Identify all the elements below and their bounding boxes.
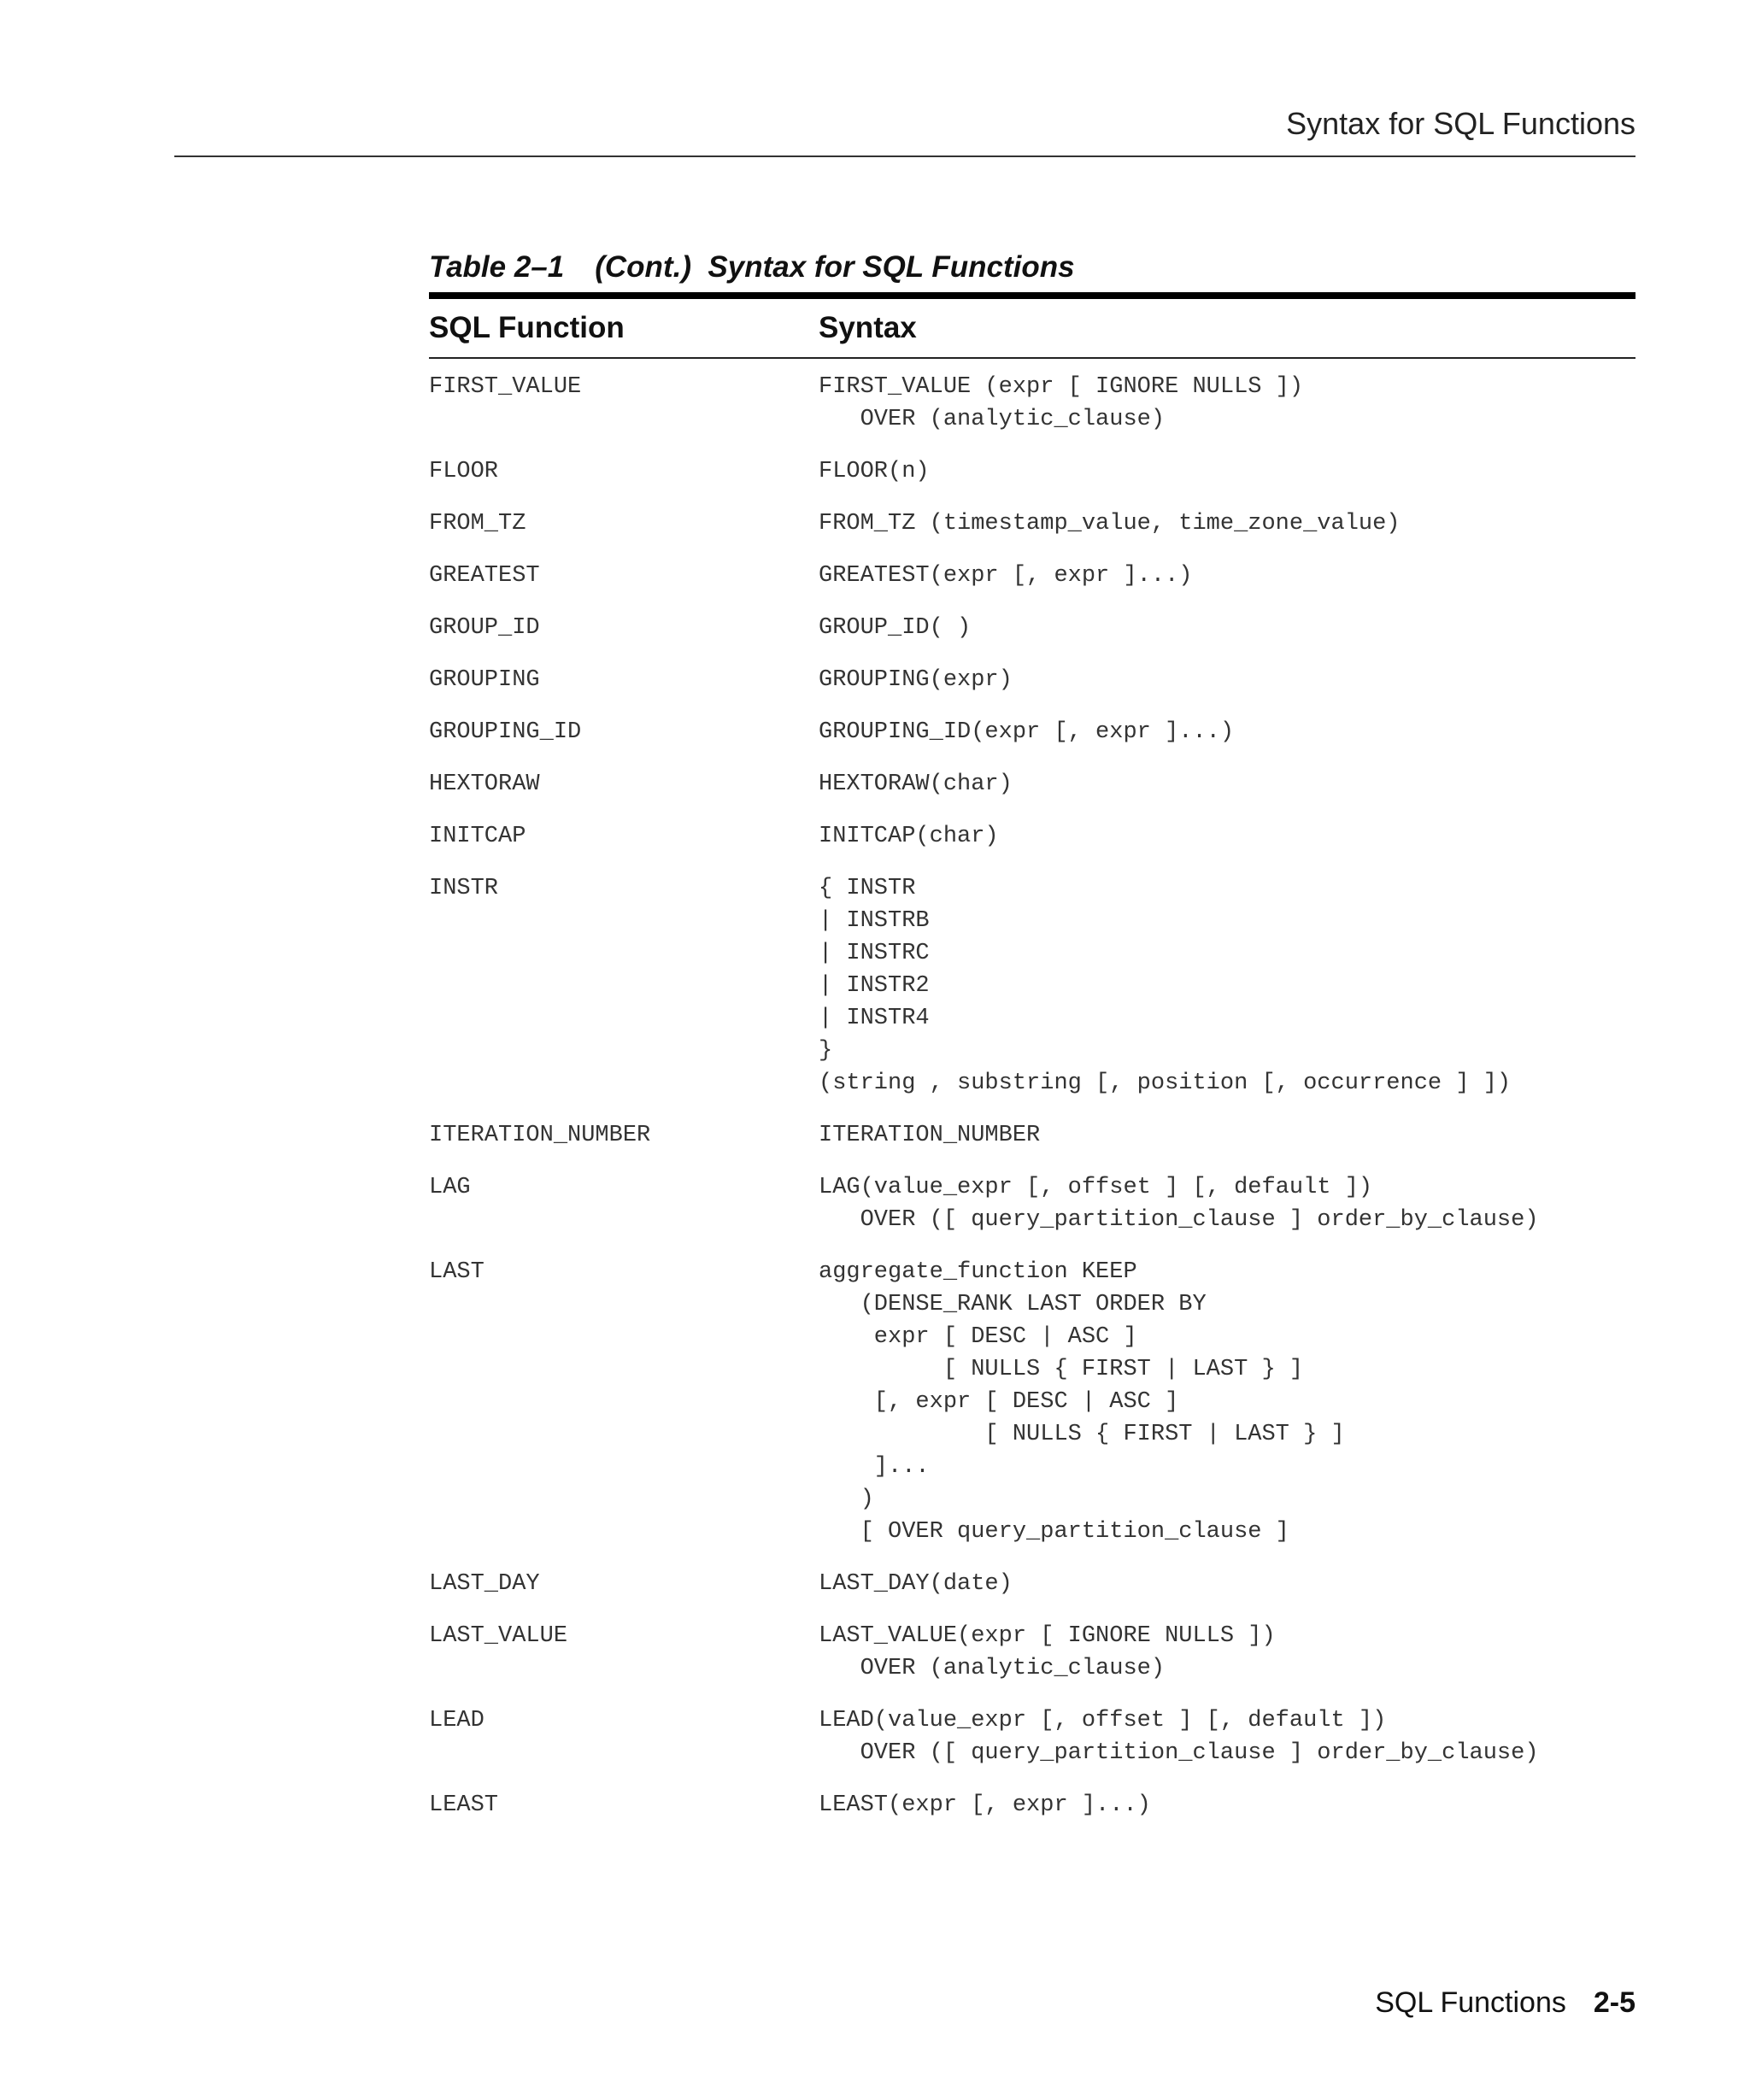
syntax-line: | INSTRB [819,908,930,934]
syntax-line: [ NULLS { FIRST | LAST } ] [819,1422,1345,1447]
syntax-cell [819,1256,1635,1548]
syntax-line: FROM_TZ (timestamp_value, time_zone_value) [819,511,1401,537]
function-name-cell: HEXTORAW [429,771,540,797]
syntax-line: [ OVER query_partition_clause ] [819,1519,1289,1545]
syntax-cell [819,1568,1635,1600]
syntax-cell [819,371,1635,436]
function-name-cell: GROUPING [429,667,540,693]
table-top-rule [429,292,1635,299]
syntax-line: FLOOR(n) [819,459,930,484]
function-name-cell: LAST_VALUE [429,1623,568,1649]
function-name-cell: FLOOR [429,459,499,484]
function-name-cell: GROUPING_ID [429,719,582,745]
syntax-line: HEXTORAW(char) [819,771,1013,797]
function-name-cell: LEAST [429,1792,499,1818]
table-row [429,1620,1635,1704]
syntax-cell [819,560,1635,592]
function-name-cell: INSTR [429,876,499,901]
footer-page-number: 2-5 [1593,1986,1635,2019]
table-row [429,1704,1635,1789]
syntax-line: OVER ([ query_partition_clause ] order_by_clause) [819,1740,1539,1766]
syntax-cell [819,664,1635,696]
syntax-line: expr [ DESC | ASC ] [819,1324,1137,1350]
table-row [429,872,1635,1119]
function-name-cell: LAST_DAY [429,1571,540,1597]
function-name-cell: INITCAP [429,824,526,849]
syntax-line: ]... [819,1454,930,1480]
table-row [429,507,1635,560]
syntax-line: LAST_VALUE(expr [ IGNORE NULLS ]) [819,1623,1276,1649]
syntax-line: INITCAP(char) [819,824,999,849]
running-header: Syntax for SQL Functions [1286,106,1635,141]
syntax-line: | INSTR2 [819,973,930,999]
table-row [429,612,1635,664]
syntax-line: ) [819,1487,874,1512]
syntax-cell [819,1704,1635,1769]
syntax-line: LEAST(expr [, expr ]...) [819,1792,1151,1818]
table-caption-title: (Cont.) Syntax for SQL Functions [595,250,1075,284]
syntax-line: FIRST_VALUE (expr [ IGNORE NULLS ]) [819,374,1304,400]
syntax-line: GREATEST(expr [, expr ]...) [819,563,1193,589]
table-row [429,1119,1635,1171]
syntax-line: LAST_DAY(date) [819,1571,1013,1597]
syntax-line: } [819,1038,833,1064]
syntax-line: ITERATION_NUMBER [819,1123,1041,1148]
syntax-cell [819,768,1635,801]
syntax-line: GROUP_ID( ) [819,615,972,641]
table-row [429,820,1635,872]
syntax-line: OVER ([ query_partition_clause ] order_by_clause) [819,1207,1539,1233]
syntax-cell [819,455,1635,488]
function-name-cell: FIRST_VALUE [429,374,582,400]
function-name-cell: LAST [429,1259,484,1285]
function-name-cell: GREATEST [429,563,540,589]
syntax-line: [ NULLS { FIRST | LAST } ] [819,1357,1304,1382]
function-name-cell: GROUP_ID [429,615,540,641]
header-rule [174,155,1635,157]
table-header-row [429,299,1635,359]
table-body [429,359,1635,1841]
syntax-line: (DENSE_RANK LAST ORDER BY [819,1292,1207,1317]
syntax-line: GROUPING_ID(expr [, expr ]...) [819,719,1235,745]
table-row [429,1171,1635,1256]
syntax-cell [819,507,1635,540]
footer-section: SQL Functions [1375,1986,1566,2019]
syntax-cell [819,1171,1635,1236]
table-row [429,664,1635,716]
syntax-cell [819,872,1635,1100]
syntax-line: | INSTR4 [819,1006,930,1031]
syntax-line: aggregate_function KEEP [819,1259,1137,1285]
syntax-line: LAG(value_expr [, offset ] [, default ]) [819,1175,1373,1200]
syntax-cell [819,1789,1635,1821]
syntax-line: GROUPING(expr) [819,667,1013,693]
syntax-line: | INSTRC [819,941,930,966]
syntax-cell [819,820,1635,853]
syntax-line: OVER (analytic_clause) [819,1656,1166,1681]
syntax-cell [819,1620,1635,1685]
table-row [429,1256,1635,1568]
syntax-line: LEAD(value_expr [, offset ] [, default ]) [819,1708,1387,1733]
syntax-line: OVER (analytic_clause) [819,407,1166,432]
syntax-line: (string , substring [, position [, occurrence ] ]) [819,1071,1512,1096]
function-name-cell: LEAD [429,1708,484,1733]
column-header-sql-function: SQL Function [429,311,625,344]
syntax-line: [, expr [ DESC | ASC ] [819,1389,1179,1415]
table-row [429,455,1635,507]
table-row [429,1789,1635,1841]
column-header-syntax: Syntax [819,311,917,344]
syntax-cell [819,716,1635,748]
syntax-table [429,292,1635,1841]
table-caption [429,250,1075,284]
table-row [429,768,1635,820]
syntax-line: { INSTR [819,876,916,901]
table-row [429,560,1635,612]
function-name-cell: ITERATION_NUMBER [429,1123,651,1148]
function-name-cell: FROM_TZ [429,511,526,537]
table-row [429,716,1635,768]
syntax-cell [819,1119,1635,1152]
table-caption-number: Table 2–1 [429,250,565,284]
table-row [429,1568,1635,1620]
syntax-cell [819,612,1635,644]
page-footer [1375,1986,1635,2020]
table-row [429,371,1635,455]
function-name-cell: LAG [429,1175,471,1200]
